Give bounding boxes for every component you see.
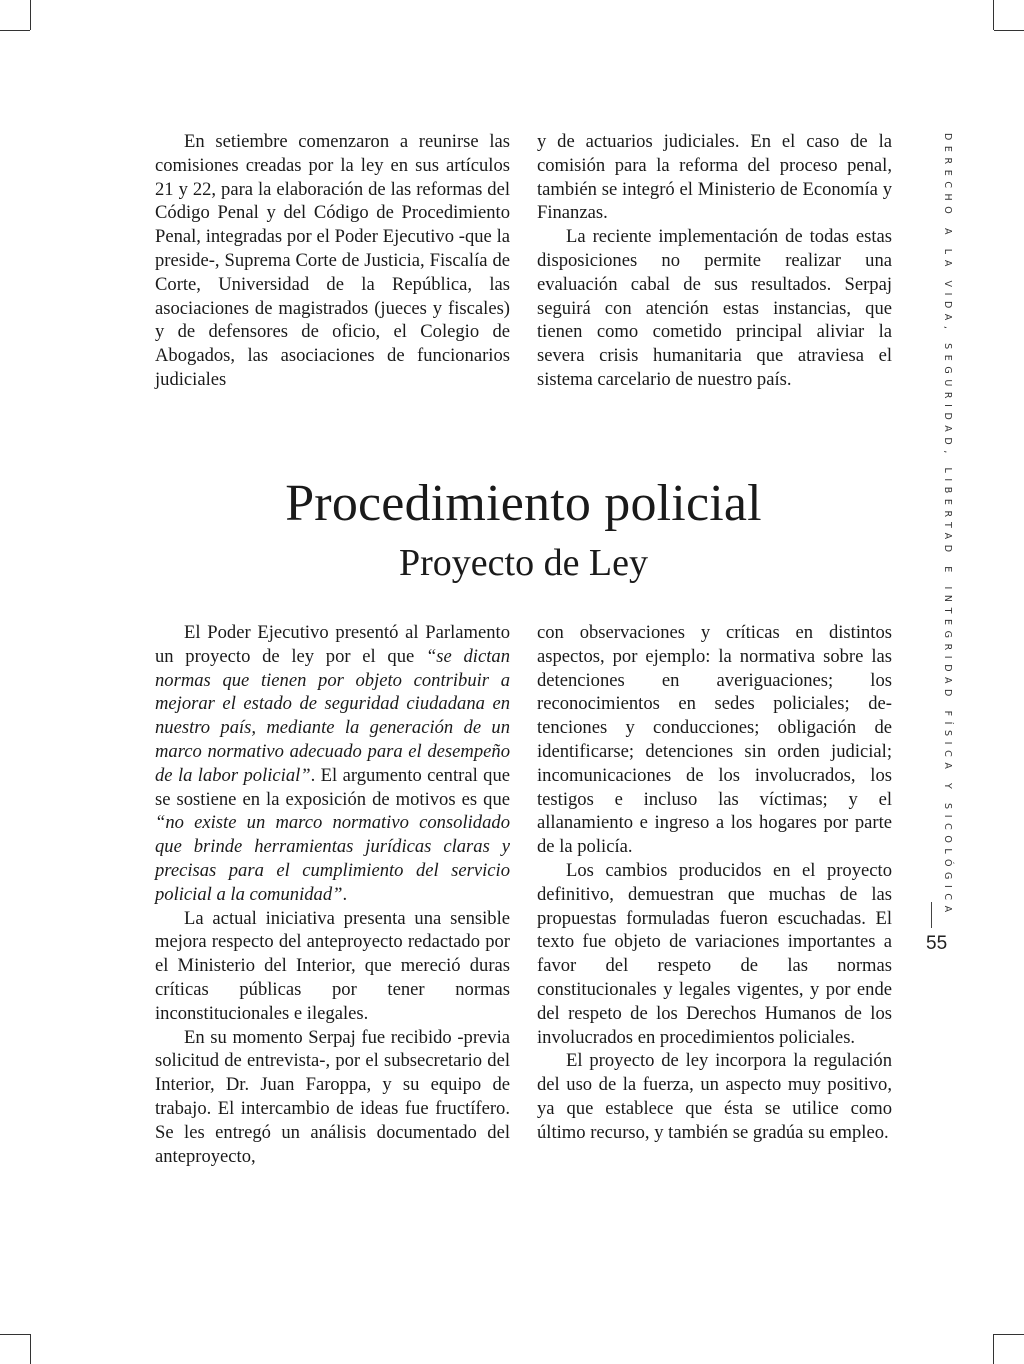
running-head: DERECHO A LA VIDA, SEGURIDAD, LIBERTAD E INTEGRIDAD FÍSICA Y SICOLÓGICA: [942, 133, 953, 918]
bottom-right-column: [537, 621, 892, 1145]
paragraph: En su momento Serpaj fue recibido -previa solicitud de entrevista-, por el subsecretario del Interior, Dr. Juan Faroppa, y su equipo de trabajo. El intercambio de ideas fue fructífero. Se les entregó un análisis documentado del anteproyecto,: [155, 1026, 510, 1167]
paragraph: En setiembre comenzaron a reunirse las comisiones creadas por la ley en sus artículos 21 y 22, para la elaboración de las reformas del Código Penal y del Código de Procedimiento Penal, integradas por el Poder Ejecutivo -que la preside-, Suprema Corte de Justicia, Fiscalía de Corte, Universidad de la República, las asociaciones de magistrados (jueces y fiscales) y de defensores de oficio, el Colegio de Abogados, las asociaciones de funcionarios judiciales: [155, 131, 510, 390]
paragraph: La reciente implementación de todas estas disposiciones no permite realizar una evaluación cabal de sus resultados. Serpaj seguirá con atención estas instancias, que tienen como cometido principal aliviar la severa crisis humanitaria que atraviesa el sistema carcelario de nuestro país.: [537, 226, 892, 390]
quote: “se dictan normas que tienen por objeto contribuir a mejorar el estado de seguridad ciudadana en nuestro país, mediante la generación de un marco normativo adecuado para el desempeño de la labor policial”: [155, 645, 510, 786]
top-right-column: [537, 130, 892, 392]
paragraph: [155, 621, 510, 907]
paragraph: Los cambios producidos en el proyecto definitivo, demuestran que muchas de las propuestas formuladas fueron escuchadas. El texto fue objeto de variaciones importantes a favor del respeto de las normas constitucionales y legales vigentes, y por ende del respeto de los Derechos Humanos de los involucrados en procedimientos policiales.: [537, 859, 892, 1048]
paragraph: con observaciones y críticas en distintos aspectos, por ejemplo: la normativa sobre las detenciones en averiguaciones; los reconocimientos en sedes policiales; detenciones y conducciones; obligación de identificarse; detenciones sin orden judicial; incomunicaciones de los involucrados, los testigos e incluso las víctimas; y el allanamiento e ingreso a los hogares por parte de la policía.: [537, 622, 892, 858]
section-subtitle: Proyecto de Ley: [398, 542, 649, 584]
crop-mark-bottom-left-h: [0, 1334, 30, 1335]
crop-mark-top-left: [30, 0, 31, 30]
crop-mark-top-right-h: [994, 30, 1024, 31]
quote: “no existe un marco normativo consolidado que brinde herramientas jurídicas claras y precisas para el cumplimiento del servicio policial a la comunidad”: [155, 812, 510, 905]
text-run: .: [342, 883, 348, 905]
paragraph: El proyecto de ley incorpora la regulación del uso de la fuerza, un aspecto muy positivo, ya que establece que ésta se utilice como último recurso, y también se gradúa su empleo.: [537, 1050, 892, 1143]
paragraph: y de actuarios judiciales. En el caso de la comisión para la reforma del proceso penal, también se integró el Ministerio de Economía y Finanzas.: [537, 131, 892, 224]
section-title: Procedimiento policial: [285, 475, 762, 532]
crop-mark-bottom-right-h: [994, 1334, 1024, 1335]
crop-mark-bottom-left: [30, 1334, 31, 1364]
crop-mark-bottom-right: [993, 1334, 994, 1364]
crop-mark-top-right: [993, 0, 994, 30]
page-number: 55: [926, 933, 948, 954]
text-run: . El argumento central que se sostiene en la exposición de motivos es que: [155, 764, 510, 810]
top-left-column: [155, 130, 510, 392]
bottom-left-column: [155, 621, 510, 1168]
paragraph: La actual iniciativa presenta una sensible mejora respecto del anteproyecto redactado por el Ministerio del Interior, que mereció duras críticas públicas por tener normas inconstitucionales e ilegales.: [155, 907, 510, 1024]
folio-rule: [931, 902, 932, 928]
text-run: El Poder Ejecutivo presentó al Parlamento un proyecto de ley por el que: [155, 622, 510, 667]
crop-mark-top-left-h: [0, 30, 30, 31]
